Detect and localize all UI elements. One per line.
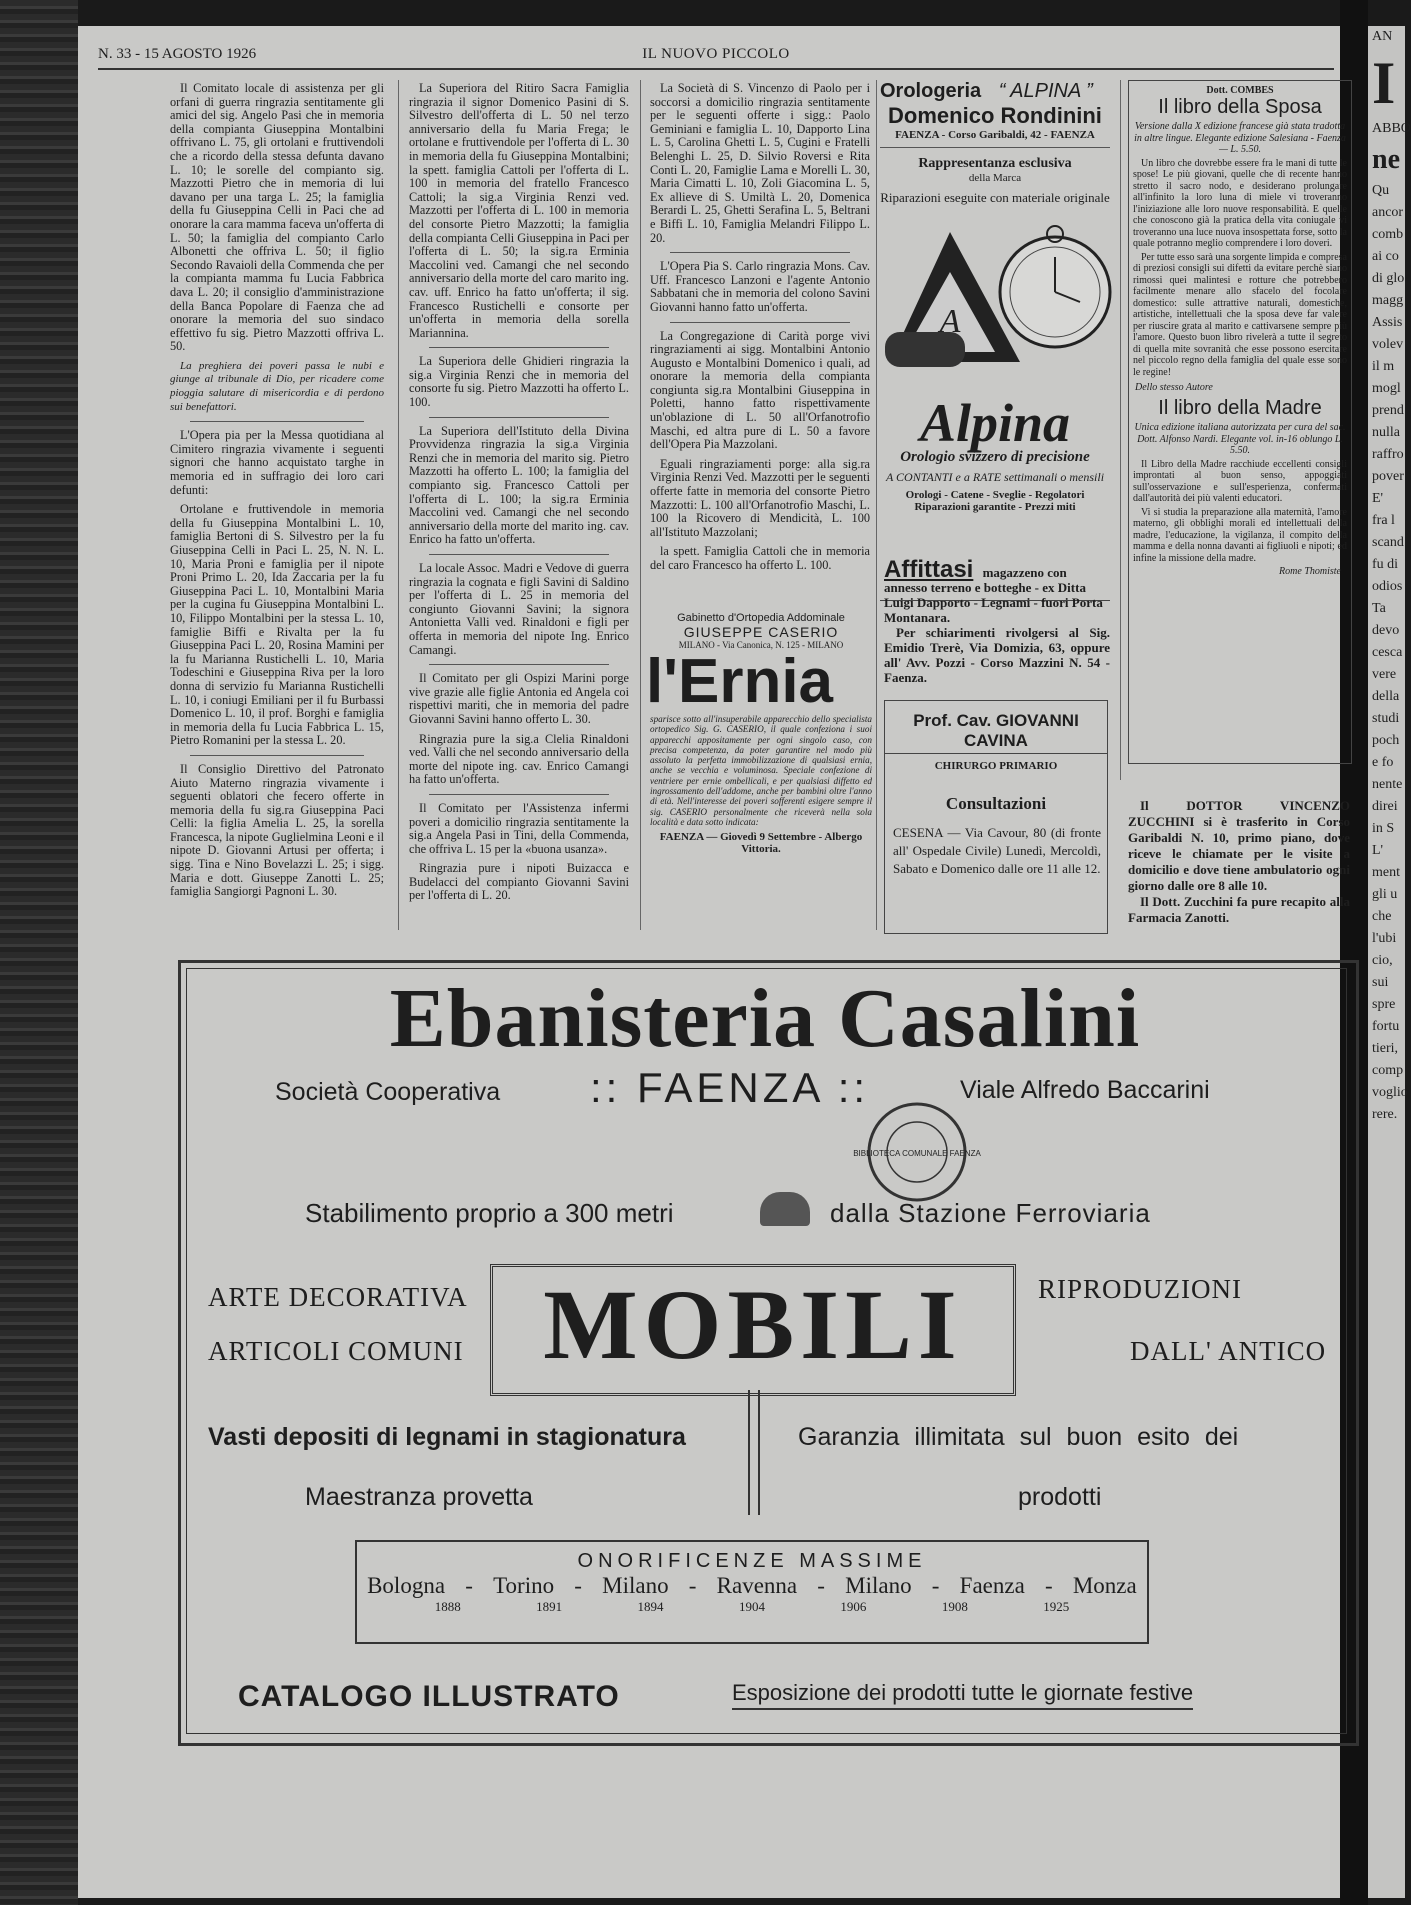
- column-1: [170, 82, 384, 905]
- libro-author: Dott. COMBES: [1206, 85, 1274, 96]
- ernia-footer: FAENZA — Giovedì 9 Settembre - Albergo Vittoria.: [659, 831, 863, 856]
- onorificenza-city: Torino: [493, 1573, 555, 1598]
- casalini-vasti: Vasti depositi di legnami in stagionatura: [208, 1423, 686, 1451]
- divider: [190, 755, 364, 756]
- alpina-brand: “ ALPINA ”: [998, 80, 1093, 102]
- onorificenza-city: Milano: [602, 1573, 669, 1598]
- cavina-body: CESENA — Via Cavour, 80 (di fronte all' Ospedale Civile) Lunedì, Mercoldì, Sabato e Domenico dalle ore 11 alle 12.: [893, 825, 1101, 876]
- binding-edge: [0, 0, 78, 1905]
- adjacent-page-fragment: cio,: [1372, 953, 1393, 968]
- divider: [429, 794, 609, 795]
- onorificenze-title: ONORIFICENZE MASSIME: [577, 1550, 927, 1572]
- adjacent-page-fragment: I: [1372, 50, 1396, 116]
- ad-cavina: [884, 700, 1108, 934]
- divider: [670, 322, 850, 323]
- city-separator: -: [1044, 1573, 1053, 1598]
- alpina-riparazioni: Riparazioni eseguite con materiale originale: [880, 190, 1110, 205]
- onorificenza-year: 1904: [738, 1599, 765, 1614]
- adjacent-page-fragment: raffro: [1372, 447, 1404, 462]
- divider: [429, 347, 609, 348]
- notice-zucchini: [1128, 798, 1350, 926]
- adjacent-page-fragment: voglio: [1372, 1085, 1408, 1100]
- cavina-name: Prof. Cav. GIOVANNI CAVINA: [885, 711, 1107, 754]
- ernia-name: GIUSEPPE CASERIO: [683, 624, 839, 640]
- libro-sposa-sub: Versione dalla X edizione francese già stata tradotta in altre lingue. Elegante edizione Salesiana - Faenza — L. 5.50.: [1134, 121, 1346, 155]
- libro-sposa-body-2: Per tutte esso sarà una sorgente limpida e compresa di preziosi consigli sui difetti da evitare perchè siano rimossi quei malintesi e rotture che potrebbero facilmente menare allo sfacelo del focolare domestico: sulle attrattive naturali, domestiche, artistiche, intellettuali che la sposa deve far valere per riuscire grata al marito e cattivarsene sempre più l'amore. Questo buon libro rivelerà a tutte il segreto di quella mite sovranità che esse possono esercitare nel piccolo regno della famiglia del quale esse sono le regine!: [1133, 251, 1347, 378]
- onorificenza-year: 1894: [637, 1599, 664, 1614]
- onorificenze-box: [355, 1540, 1149, 1644]
- alpina-rep: Rappresentanza esclusiva: [918, 156, 1072, 171]
- onorificenza-year: 1888: [434, 1599, 461, 1614]
- alpina-items: Orologi - Catene - Sveglie - Regolatori Riparazioni garantite - Prezzi miti: [905, 489, 1085, 513]
- adjacent-page-fragment: fu di: [1372, 557, 1399, 572]
- adjacent-page-fragment: ment: [1372, 865, 1400, 880]
- adjacent-page-fragment: ABBO: [1372, 121, 1411, 136]
- ernia-address: MILANO - Via Canonica, N. 125 - MILANO: [678, 640, 844, 650]
- libro-madre-sub: Unica edizione italiana autorizzata per cura del sac. Dott. Alfonso Nardi. Elegante vol. in-16 oblungo L. 5.50.: [1134, 422, 1346, 456]
- notice-ritiro: La Superiora del Ritiro Sacra Famiglia ringrazia il signor Domenico Pasini di S. Silvestro dell'offerta di L. 50 nel terzo anniversario della fu Maria Frega; le ortolane e fruttivendole per l'offerta di L. 30 in memoria della fu Giuseppina Montalbini; la spett. famiglia Cattoli per l'offerta di L. 100 in memoria del fratello Francesco Cattoli; la sig.a Virginia Renzi ved. Mazzotti per l'offerta di L. 100 in memoria del consorte Pietro Mazzotti; la famiglia della compianta Celli Giuseppina in Paci per l'offerta di L. 50; la sig.ra Erminia Maccolini ved. Camangi che nel secondo anniversario della morte del caro marito ing. cav. uff. Enrico ha fatto un'offerta; il sig. Francesco Rustichelli e consorte per un'offerta in memoria della sorella Mariannina.: [409, 81, 629, 340]
- onorificenza-year: 1906: [840, 1599, 867, 1614]
- issue-info: N. 33 - 15 AGOSTO 1926: [98, 46, 257, 62]
- adjacent-page-fragment: scand: [1372, 535, 1404, 550]
- notice-infermi: Il Comitato per l'Assistenza infermi poveri a domicilio ringrazia sentitamente la sig.a Angela Pasi in Tini, della Commenda, che offriva L. 15 per la «buona usanza».: [409, 800, 629, 856]
- adjacent-page-fragment: E': [1372, 491, 1384, 506]
- adjacent-page-fragment: magg: [1372, 293, 1404, 308]
- alpina-orologeria: Orologeria: [880, 80, 982, 102]
- city-separator: -: [817, 1573, 825, 1598]
- notice-carlo: L'Opera Pia S. Carlo ringrazia Mons. Cav. Uff. Francesco Lanzoni e l'agente Antonio Sabbatani che in memoria del colono Savini Giovanni hanno fatto un'offerta.: [650, 259, 870, 314]
- adjacent-page-fragment: il m: [1372, 359, 1395, 374]
- adjacent-page-fragment: mogl: [1372, 381, 1401, 396]
- onorificenza-city: Faenza: [959, 1573, 1025, 1598]
- column-rule: [1120, 80, 1121, 780]
- divider: [190, 421, 364, 422]
- libro-same-author: Dello stesso Autore: [1135, 382, 1213, 393]
- casalini-arte: ARTE DECORATIVA: [208, 1282, 468, 1312]
- notice-messa-list: Ortolane e fruttivendole in memoria della fu Giuseppina Montalbini L. 10, famiglia Bertoni di S. Silvestro per la fu Giuseppina Celli in Paci L. 25, N. N. L. 10, Maria Proni e famiglia per il nipote Proni Primo L. 20, Ida Zaccaria per la fu Giuseppina Paci L. 10, Montalbini Maria per la cugina fu Giuseppina Montalbini L. 10, Filippo Montalbini per la stessa L. 10, famiglie Biffi e Rivalta per la fu Giuseppina Paci L. 20, Rosina Mamini per la fu Marianna Rustichelli L. 10, Maria Todeschini e Giuseppina Riva per la loro donna di servizio fu Marianna Rustichelli L. 10, i coniugi Emiliani per il fu Burbassi Domenico L. 10, il prof. Borghi e famiglia in memoria della fu Lucia Fabbrica L. 15, Pietro Romanini per la stessa L. 20.: [170, 502, 384, 748]
- casalini-city: :: FAENZA ::: [590, 1064, 870, 1111]
- adjacent-page-fragment: nente: [1372, 777, 1403, 792]
- casalini-mobili: MOBILI: [543, 1269, 963, 1380]
- casalini-cooperativa: Società Cooperativa: [275, 1078, 501, 1106]
- adjacent-page-fragment: della: [1372, 689, 1400, 704]
- adjacent-page-fragment: prend: [1372, 403, 1404, 418]
- libro-madre-body-2: Vi si studia la preparazione alla maternità, l'amore materno, gli obblighi morali ed intellettuali della madre, l'educazione, la vigilanza, il compito della mamma e della nonna davanti ai figliuoli e nipoti; ed infine la missione della madre.: [1133, 506, 1347, 564]
- notice-madri-vedove: La locale Assoc. Madri e Vedove di guerra ringrazia la cognata e figli Savini di Saldino per l'offerta di L. 25 in memoria del congiunto Giovanni Savini; la signora Antonietta Valli ved. Rinaldoni e figli per offerta in memoria del nipote Ing. Enrico Camangi.: [409, 561, 629, 657]
- divider: [670, 252, 850, 253]
- adjacent-page-fragment: in S: [1372, 821, 1395, 836]
- column-rule: [640, 80, 641, 930]
- adjacent-page-fragment: tieri,: [1372, 1041, 1399, 1056]
- adjacent-page-fragment: spre: [1372, 997, 1396, 1012]
- notice-ospizi: Il Comitato per gli Ospizi Marini porge vive grazie alle figlie Antonia ed Angela coi rispettivi mariti, che in memoria del padre Giovanni Savini hanno offerto L. 30.: [409, 671, 629, 726]
- stamp-text: BIBLIOTECA COMUNALE FAENZA: [853, 1149, 981, 1158]
- newspaper-title: IL NUOVO PICCOLO: [642, 46, 790, 62]
- column-rule: [398, 80, 399, 930]
- ad-libri-combes: [1128, 80, 1352, 764]
- adjacent-page: [1368, 26, 1411, 1898]
- cavina-consult: Consultazioni: [945, 794, 1047, 813]
- adjacent-page-fragment: rere.: [1372, 1107, 1398, 1122]
- casalini-title: Ebanisteria Casalini: [389, 972, 1141, 1065]
- casalini-maestranza: Maestranza provetta: [305, 1483, 533, 1511]
- adjacent-page-fragment: ne: [1372, 144, 1400, 175]
- notice-patronato: Il Consiglio Direttivo del Patronato Aiuto Materno ringrazia vivamente i seguenti oblatori che fecero offerte in memoria della fu sig.ra Giuseppina Paci Celli: la figlia Amelia L. 25, la sorella Francesca, la nipote Guglielmina Leoni e il nipote D. Giovanni Artusi per offerta; i sigg. Tina e Nino Bovelazzi L. 25; i sigg. Maria e dott. Giuseppe Zanotti L. 25; famiglia Sangiorgi Pagnoni L. 30.: [170, 761, 384, 899]
- adjacent-page-fragment: studi: [1372, 711, 1400, 726]
- libro-sposa-body: Un libro che dovrebbe essere fra le mani di tutte le spose! Le più giovani, quelle che di recente hanno stretto il sacro nodo, e desiderano prolungare all'infinito la loro luna di miele vi troveranno l'iniziazione alle loro nuove responsabilità. E quelle che conoscono già la pratica della vita coniugale vi troveranno una luce nuova insospettata forse, sotto la quale potranno meglio comprendere i loro doveri.: [1133, 157, 1347, 249]
- affittasi-body: magazzeno con annesso terreno e botteghe - ex Ditta Luigi Dapporto - Legnami - fuori Porta Montanara.: [884, 565, 1103, 625]
- ornament-column: [748, 1390, 760, 1515]
- notice-ghidieri: La Superiora delle Ghidieri ringrazia la sig.a Virginia Renzi che in memoria del consorte fu sig. Pietro Mazzotti ha offerto L. 100.: [409, 354, 629, 410]
- divider: [429, 554, 609, 555]
- adjacent-page-fragment: l'ubi: [1372, 931, 1397, 946]
- adjacent-page-fragment: AN: [1372, 29, 1393, 44]
- column-rule: [876, 80, 877, 930]
- city-separator: -: [574, 1573, 582, 1598]
- adjacent-page-fragment: poch: [1372, 733, 1400, 748]
- ad-alpina: [880, 80, 1110, 601]
- alpina-tagline: Orologio svizzero di precisione: [900, 449, 1090, 465]
- casalini-esposizione: Esposizione dei prodotti tutte le giornate festive: [732, 1680, 1193, 1710]
- adjacent-page-fragment: Ta: [1372, 601, 1386, 616]
- alpina-watch-illustration: [880, 212, 1110, 392]
- alpina-owner: Domenico Rondinini: [888, 103, 1102, 128]
- zucchini-body: Il DOTTOR VINCENZO ZUCCHINI si è trasferito in Corso Garibaldi N. 10, primo piano, dove riceve le chiamate per le visite a domicilio e dove tiene ambulatorio ogni giorno dalle ore 8 alle 10.: [1128, 798, 1350, 893]
- onorificenza-city: Monza: [1072, 1573, 1137, 1598]
- notice-provvidenza: La Superiora dell'Istituto della Divina Provvidenza ringrazia la sig.a Virginia Renzi che in memoria del marito sig. Pietro Mazzotti ha offerto L. 100; la famiglia del compianto sig. Francesco Cattoli per l'offerta di L. 100; la sig.ra Erminia Maccolini ved. Camangi che nel secondo anniversario della morte del marito ing. cav. Enrico ha fatto un'offerta.: [409, 423, 629, 547]
- city-separator: -: [688, 1573, 697, 1598]
- adjacent-page-fragment: di glo: [1372, 271, 1405, 286]
- adjacent-page-fragment: pover: [1372, 469, 1404, 484]
- casalini-garanzia: Garanzia illimitata sul buon esito dei: [798, 1423, 1239, 1451]
- onorificenza-city: Ravenna: [716, 1573, 798, 1598]
- adjacent-page-fragment: Assis: [1372, 315, 1403, 330]
- notice-vincenzo: La Società di S. Vincenzo di Paolo per i soccorsi a domicilio ringrazia sentitamente per le seguenti offerte i sigg.: Paolo Geminiani e famiglia L. 10, Dapporto Lina L. 5, Carolina Ghetti L. 5, Cugini e Fratelli Belenghi L. 25, D. Silvio Roversi e Rita Conti L. 20, Famiglie Lama e Morelli L. 30, Maria Cimatti L. 10, Zoli Giacomina L. 5, Ex allieve di S. Umiltà L. 20, Domenica Berardi L. 25, Ghetti Serafina L. 5, Beltrani e Biffi L. 10, Famiglia Melandri Filippo L. 20.: [650, 81, 870, 245]
- adjacent-page-fragment: comb: [1372, 227, 1404, 242]
- onorificenza-year: 1925: [1043, 1599, 1070, 1614]
- column-2: [409, 82, 629, 909]
- libro-madre-title: Il libro della Madre: [1158, 397, 1322, 419]
- adjacent-page-fragment: vere: [1372, 667, 1397, 682]
- onorificenza-city: Bologna: [367, 1573, 446, 1598]
- ernia-top: Gabinetto d'Ortopedia Addominale: [677, 612, 845, 624]
- ad-affittasi: [884, 556, 1110, 685]
- ernia-title: l'Ernia: [646, 647, 834, 716]
- notice-preghiera: La preghiera dei poveri passa le nubi e giunge al tribunale di Dio, per ricadere come pioggia salutare di misericordia e di perdono sui benefattori.: [170, 359, 384, 413]
- divider: [429, 417, 609, 418]
- alpina-address: FAENZA - Corso Garibaldi, 42 - FAENZA: [880, 129, 1110, 148]
- city-separator: -: [931, 1573, 940, 1598]
- notice-orfani: Il Comitato locale di assistenza per gli orfani di guerra ringrazia sentitamente gli amici del sig. Angelo Pasi che in memoria della compianta Giuseppina Montalbini offrivano L. 75, gli ortolani e fruttivendoli che a ricordo della stessa defunta davano L. 10; le sorelle del compianto sig. Mazzotti Pietro che in memoria di lui davano per una targa L. 25; la famiglia della fu Giuseppina Celli in Paci che ad onorare la cara mamma faceva un'offerta di L. 50; la famiglia del compianto Carlo Albonetti che offriva L. 50; il figlio Secondo Ravaioli della Commenda che per la compianta mamma fu Lucia Fabbrica dava L. 20; il consiglio d'amministrazione della Banca Popolare di Faenza che ad onorare la memoria del suo sindaco effettivo fu sig. Pietro Mazzotti offriva L. 50.: [170, 81, 384, 354]
- onorificenza-city: Milano: [845, 1573, 912, 1598]
- onorificenze-cities: [357, 1573, 1147, 1599]
- adjacent-page-fragment: ancor: [1372, 205, 1404, 220]
- adjacent-page-fragment: sui: [1372, 975, 1389, 990]
- notice-carita-2: Eguali ringraziamenti porge: alla sig.ra Virginia Renzi Ved. Mazzotti per le seguenti offerte fatte in memoria del consorte Pietro Mazzotti: L. 100 all'Orfanotrofio Maschi, L. 100 la Ricovero di Mendicità, L. 100 all'Istituto Mazzolani;: [650, 456, 870, 539]
- library-stamp: [853, 1100, 981, 1204]
- adjacent-page-fragment: che: [1372, 909, 1392, 924]
- cavina-role: CHIRURGO PRIMARIO: [934, 760, 1058, 772]
- urn-ornament-icon: [760, 1192, 810, 1226]
- notice-carita-3: la spett. Famiglia Cattoli che in memoria del caro Francesco ha offerto L. 100.: [650, 544, 870, 572]
- casalini-catalogo: CATALOGO ILLUSTRATO: [238, 1680, 620, 1713]
- adjacent-page-fragment: gli u: [1372, 887, 1398, 902]
- casalini-address: Viale Alfredo Baccarini: [960, 1076, 1210, 1104]
- notice-carita: La Congregazione di Carità porge vivi ringraziamenti ai sigg. Montalbini Antonio Augusto e Montalbini Domenico i quali, ad onorare la memoria della compianta congiunta sig.ra Montalbini Giuseppina in Poletti, hanno fatto rispettivamente un'oblazione di L. 50 all'Orfanotrofio Maschi, ed altra pure di L. 50 a favore dell'Opera Pia Mazzolani.: [650, 328, 870, 452]
- ad-ebanisteria-casalini: [170, 960, 1350, 1750]
- casalini-stazione: dalla Stazione Ferroviaria: [830, 1198, 1151, 1228]
- notice-messa: L'Opera pia per la Messa quotidiana al Cimitero ringrazia vivamente i seguenti signori che hanno acquistato targhe in memoria ed in suffragio dei loro cari defunti:: [170, 428, 384, 497]
- adjacent-page-fragment: odios: [1372, 579, 1403, 594]
- adjacent-page-fragment: devo: [1372, 623, 1400, 638]
- casalini-riproduzioni: RIPRODUZIONI: [1038, 1274, 1242, 1304]
- affittasi-title: Affittasi: [884, 556, 974, 583]
- adjacent-page-fragment: e fo: [1372, 755, 1394, 770]
- libro-madre-body: Il Libro della Madre racchiude eccellenti consigli improntati al buon senso, appoggiati sull'osservazione e sull'esperienza, confermati dall'autorità dei più valenti educatori.: [1133, 458, 1347, 504]
- divider: [429, 664, 609, 665]
- libro-signature: Rome Thomiste: [1279, 566, 1341, 577]
- adjacent-page-fragment: fortu: [1372, 1019, 1400, 1034]
- adjacent-page-fragment: comp: [1372, 1063, 1404, 1078]
- alpina-payment: A CONTANTI e a RATE settimanali o mensili: [885, 470, 1105, 484]
- casalini-antico: DALL' ANTICO: [1130, 1336, 1327, 1366]
- notice-infermi-2: Ringrazia pure i nipoti Buizacca e Budelacci del compianto Giovanni Savini per l'offerta di L. 20.: [409, 861, 629, 903]
- casalini-articoli: ARTICOLI COMUNI: [208, 1336, 464, 1366]
- adjacent-page-fragment: L': [1372, 843, 1384, 858]
- page-header: [98, 44, 1334, 70]
- alpina-logo-letter: A: [939, 303, 961, 340]
- zucchini-recapito: Il Dott. Zucchini fa pure recapito alla Farmacia Zanotti.: [1128, 894, 1350, 925]
- onorificenze-years: [357, 1599, 1147, 1615]
- column-3: [650, 82, 870, 602]
- alpina-marca: della Marca: [968, 172, 1022, 184]
- ernia-body: sparisce sotto all'insuperabile apparecchio dello specialista ortopedico Sig. G. CASERIO, il quale confeziona i suoi apparecchi appositamente per ogni singolo caso, con precisa competenza, da poter garantire nel modo più assoluto la perfetta immobilizzazione di qualsiasi ernia, anche se vecchia e voluminosa. Speciale confezione di ventriere per ernie ombellicali, e per qualsiasi diffetto ed ingrossamento dell'addome, anche per bambini oltre l'anno di età. Nell'interesse dei poveri sofferenti esigere sempre il sig. CASERIO personalmente che riceverà nella sola località e data sotto indicata:: [650, 714, 872, 827]
- adjacent-page-fragment: fra l: [1372, 513, 1395, 528]
- libro-sposa-title: Il libro della Sposa: [1158, 96, 1322, 118]
- adjacent-page-fragment: ai co: [1372, 249, 1399, 264]
- ad-ernia: [646, 612, 872, 934]
- affittasi-contact: Per schiarimenti rivolgersi al Sig. Emidio Trerè, Via Domizia, 63, oppure all' Avv. Pozzi - Corso Mazzini N. 54 - Faenza.: [884, 625, 1110, 685]
- adjacent-page-fragment: Qu: [1372, 183, 1390, 198]
- alpina-logo: Alpina: [919, 393, 1071, 453]
- adjacent-page-fragment: volev: [1372, 337, 1404, 352]
- notice-ospizi-2: Ringrazia pure la sig.a Clelia Rinaldoni ved. Valli che nel secondo anniversario della morte del nipote ing. cav. Enrico Camangi ha fatto un'offerta.: [409, 731, 629, 787]
- casalini-stabilimento: Stabilimento proprio a 300 metri: [305, 1198, 674, 1228]
- city-separator: -: [465, 1573, 473, 1598]
- onorificenza-year: 1908: [941, 1599, 968, 1614]
- adjacent-page-fragment: cesca: [1372, 645, 1403, 660]
- casalini-prodotti: prodotti: [1018, 1483, 1102, 1511]
- onorificenza-year: 1891: [536, 1599, 563, 1614]
- adjacent-page-fragment: direi: [1372, 799, 1398, 814]
- adjacent-page-fragment: nulla: [1372, 425, 1400, 440]
